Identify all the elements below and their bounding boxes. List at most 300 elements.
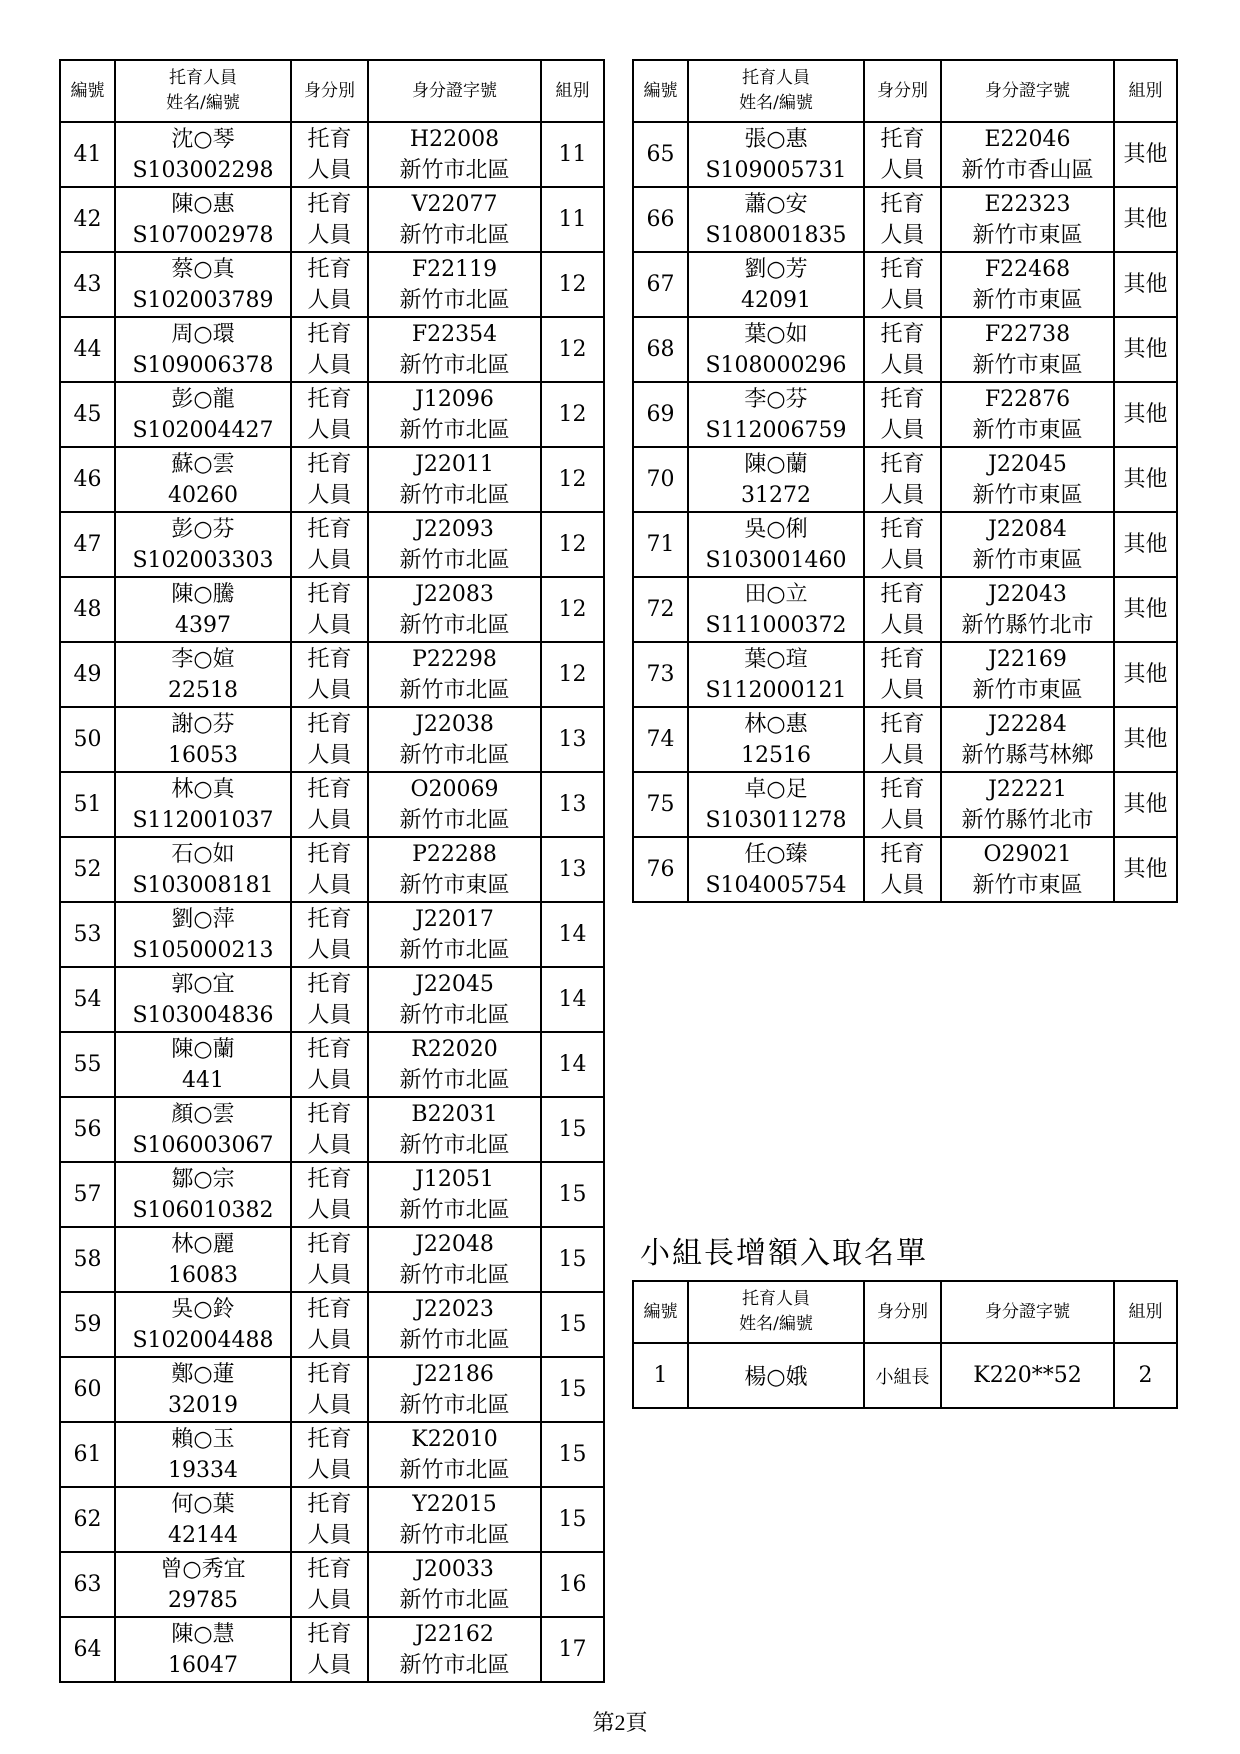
leader-section-title: 小組長增額入取名單 [640, 1236, 928, 1271]
identity-cell [291, 1097, 368, 1162]
caregiver-code: 19334 [168, 1457, 238, 1483]
caregiver-cell [115, 382, 291, 447]
caregiver-code: S102003303 [132, 547, 274, 573]
identity-line: 人員 [880, 157, 925, 183]
identity-line: 托育 [307, 451, 352, 477]
identity-cell: 小組長 [864, 1343, 941, 1408]
table-row [60, 187, 604, 252]
id-number: P22298 [412, 646, 497, 672]
identity-cell [864, 512, 941, 577]
caregiver-cell [115, 902, 291, 967]
caregiver-cell [115, 122, 291, 187]
group-cell: 12 [541, 447, 604, 512]
id-number-cell [941, 772, 1114, 837]
identity-line: 托育 [880, 776, 925, 802]
identity-cell [291, 1032, 368, 1097]
id-number-cell [368, 447, 541, 512]
identity-cell [291, 1357, 368, 1422]
table-row [60, 1422, 604, 1487]
identity-line: 托育 [880, 451, 925, 477]
id-number-cell [368, 252, 541, 317]
caregiver-name: 陳○蘭 [171, 1036, 235, 1062]
group-cell: 15 [541, 1162, 604, 1227]
identity-line: 人員 [880, 222, 925, 248]
row-number-cell: 55 [60, 1032, 115, 1097]
caregiver-name: 葉○如 [744, 321, 808, 347]
identity-cell [864, 122, 941, 187]
id-number-cell [368, 642, 541, 707]
table-row [60, 1292, 604, 1357]
id-number: J22048 [415, 1231, 494, 1257]
table-row [60, 1162, 604, 1227]
table-row [633, 1343, 1177, 1408]
caregiver-name: 吳○鈴 [171, 1296, 235, 1322]
id-number: J22083 [415, 581, 494, 607]
identity-line: 人員 [307, 1262, 352, 1288]
group-cell: 其他 [1114, 382, 1177, 447]
table-row [60, 317, 604, 382]
identity-line: 托育 [307, 906, 352, 932]
caregiver-cell [688, 577, 864, 642]
row-number-cell: 45 [60, 382, 115, 447]
caregiver-name: 林○惠 [744, 711, 808, 737]
identity-cell [291, 1487, 368, 1552]
caregiver-code: S103011278 [705, 807, 847, 833]
caregiver-code: S104005754 [705, 872, 847, 898]
table-row [60, 902, 604, 967]
caregiver-cell [115, 642, 291, 707]
caregiver-name: 郭○宜 [171, 971, 235, 997]
id-number-cell [941, 317, 1114, 382]
id-number: F22468 [984, 256, 1071, 282]
id-number: J22093 [415, 516, 494, 542]
caregiver-cell [115, 1422, 291, 1487]
table-row [633, 512, 1177, 577]
identity-line: 人員 [307, 677, 352, 703]
caregiver-code: S111000372 [705, 612, 847, 638]
caregiver-name: 葉○瑄 [744, 646, 808, 672]
table-row [60, 512, 604, 577]
identity-line: 托育 [880, 386, 925, 412]
row-number-cell: 70 [633, 447, 688, 512]
id-number-cell [941, 252, 1114, 317]
table-row [60, 707, 604, 772]
id-number: F22876 [984, 386, 1071, 412]
identity-cell [291, 317, 368, 382]
caregiver-cell [115, 252, 291, 317]
caregiver-cell [688, 707, 864, 772]
table-row [60, 1552, 604, 1617]
row-number-cell: 53 [60, 902, 115, 967]
row-number-cell: 44 [60, 317, 115, 382]
caregiver-name: 彭○龍 [171, 386, 235, 412]
id-number-cell [368, 902, 541, 967]
caregiver-name: 張○惠 [744, 126, 808, 152]
identity-cell [864, 252, 941, 317]
caregiver-code: 42144 [168, 1522, 238, 1548]
row-number-cell: 67 [633, 252, 688, 317]
id-number: J22045 [988, 451, 1067, 477]
identity-line: 人員 [307, 1002, 352, 1028]
identity-cell [291, 1422, 368, 1487]
caregiver-name: 劉○芳 [744, 256, 808, 282]
id-number: E22046 [984, 126, 1071, 152]
identity-cell [291, 1162, 368, 1227]
district: 新竹市北區 [399, 287, 510, 313]
caregiver-name: 林○真 [171, 776, 235, 802]
id-number-cell [941, 447, 1114, 512]
col-header-group: 組別 [541, 60, 604, 122]
table-row [60, 1487, 604, 1552]
caregiver-code: S103002298 [132, 157, 274, 183]
identity-cell [291, 902, 368, 967]
identity-cell [291, 252, 368, 317]
col-header-identity: 身分別 [864, 1281, 941, 1343]
identity-cell [291, 772, 368, 837]
identity-line: 托育 [307, 256, 352, 282]
identity-line: 托育 [307, 386, 352, 412]
caregiver-name: 顏○雲 [171, 1101, 235, 1127]
table-row [60, 577, 604, 642]
id-number-cell [368, 837, 541, 902]
caregiver-name: 蔡○真 [171, 256, 235, 282]
id-number: B22031 [411, 1101, 498, 1127]
district: 新竹市北區 [399, 1197, 510, 1223]
identity-line: 托育 [307, 1231, 352, 1257]
group-cell: 17 [541, 1617, 604, 1682]
row-number-cell: 49 [60, 642, 115, 707]
caregiver-name: 卓○足 [744, 776, 808, 802]
col-header-id-number: 身分證字號 [941, 1281, 1114, 1343]
row-number-cell: 75 [633, 772, 688, 837]
identity-line: 托育 [307, 516, 352, 542]
identity-line: 托育 [880, 191, 925, 217]
caregiver-name: 任○臻 [744, 841, 808, 867]
identity-line: 人員 [307, 1132, 352, 1158]
caregiver-code: 16047 [168, 1652, 238, 1678]
caregiver-name: 何○葉 [171, 1491, 235, 1517]
caregiver-name: 蕭○安 [744, 191, 808, 217]
id-number-cell [941, 187, 1114, 252]
caregiver-name: 林○麗 [171, 1231, 235, 1257]
identity-line: 人員 [307, 1197, 352, 1223]
caregiver-code: 12516 [741, 742, 811, 768]
id-number-cell [941, 837, 1114, 902]
group-cell: 12 [541, 642, 604, 707]
row-number-cell: 63 [60, 1552, 115, 1617]
caregiver-code: S106010382 [132, 1197, 274, 1223]
group-cell: 14 [541, 1032, 604, 1097]
identity-line: 人員 [880, 677, 925, 703]
id-number: J22169 [988, 646, 1067, 672]
row-number-cell: 71 [633, 512, 688, 577]
identity-line: 托育 [307, 1036, 352, 1062]
col-header-name: 托育人員 姓名/編號 [688, 1281, 864, 1343]
id-number-cell [368, 1097, 541, 1162]
table-row [60, 1097, 604, 1162]
table-row [633, 642, 1177, 707]
table-row [633, 122, 1177, 187]
identity-line: 人員 [307, 547, 352, 573]
district: 新竹市東區 [972, 547, 1083, 573]
identity-line: 人員 [307, 1067, 352, 1093]
row-number-cell: 52 [60, 837, 115, 902]
id-number: F22119 [411, 256, 498, 282]
identity-line: 托育 [307, 191, 352, 217]
identity-line: 人員 [307, 1392, 352, 1418]
district: 新竹縣竹北市 [961, 807, 1094, 833]
identity-line: 托育 [880, 126, 925, 152]
row-number-cell: 1 [633, 1343, 688, 1408]
caregiver-name: 鄒○宗 [171, 1166, 235, 1192]
table-row [60, 1032, 604, 1097]
caregiver-cell [115, 1617, 291, 1682]
id-number-cell [368, 772, 541, 837]
district: 新竹市北區 [399, 807, 510, 833]
district: 新竹市北區 [399, 1522, 510, 1548]
col-header-id-number: 身分證字號 [368, 60, 541, 122]
row-number-cell: 48 [60, 577, 115, 642]
id-number: P22288 [412, 841, 497, 867]
caregiver-name: 陳○騰 [171, 581, 235, 607]
identity-line: 人員 [880, 872, 925, 898]
caregiver-name: 李○芬 [744, 386, 808, 412]
identity-cell [291, 1552, 368, 1617]
group-cell: 其他 [1114, 447, 1177, 512]
id-number: R22020 [411, 1036, 498, 1062]
row-number-cell: 64 [60, 1617, 115, 1682]
row-number-cell: 51 [60, 772, 115, 837]
district: 新竹市北區 [399, 677, 510, 703]
caregiver-name: 曾○秀宜 [160, 1556, 246, 1582]
identity-cell [291, 967, 368, 1032]
id-number-cell [941, 382, 1114, 447]
identity-cell [864, 382, 941, 447]
col-header-name: 托育人員 姓名/編號 [688, 60, 864, 122]
identity-line: 人員 [307, 287, 352, 313]
row-number-cell: 54 [60, 967, 115, 1032]
table-row [60, 837, 604, 902]
group-cell: 其他 [1114, 122, 1177, 187]
identity-line: 人員 [307, 937, 352, 963]
caregiver-code: S109005731 [705, 157, 847, 183]
caregiver-cell [688, 512, 864, 577]
leader-table [632, 1280, 1178, 1409]
caregiver-cell [688, 447, 864, 512]
identity-line: 人員 [880, 352, 925, 378]
district: 新竹市東區 [972, 287, 1083, 313]
identity-line: 托育 [307, 581, 352, 607]
id-number: J22186 [415, 1361, 494, 1387]
caregiver-cell [115, 1097, 291, 1162]
caregiver-name: 鄭○蓮 [171, 1361, 235, 1387]
table-row [60, 122, 604, 187]
id-number-cell [368, 512, 541, 577]
district: 新竹市東區 [972, 872, 1083, 898]
identity-line: 托育 [307, 1426, 352, 1452]
id-number: J12051 [415, 1166, 494, 1192]
caregiver-code: S102004488 [132, 1327, 274, 1353]
row-number-cell: 46 [60, 447, 115, 512]
table-row [60, 967, 604, 1032]
id-number: H22008 [409, 126, 500, 152]
group-cell: 12 [541, 512, 604, 577]
header-row [633, 60, 1177, 122]
id-number: J22162 [415, 1621, 494, 1647]
id-number-cell [368, 382, 541, 447]
group-cell: 13 [541, 772, 604, 837]
group-cell: 15 [541, 1227, 604, 1292]
id-number-cell [941, 707, 1114, 772]
caregiver-cell [115, 967, 291, 1032]
group-cell: 13 [541, 707, 604, 772]
row-number-cell: 42 [60, 187, 115, 252]
col-header-identity: 身分別 [864, 60, 941, 122]
identity-cell [291, 1227, 368, 1292]
identity-line: 人員 [307, 222, 352, 248]
identity-line: 托育 [880, 646, 925, 672]
identity-cell [864, 317, 941, 382]
id-number: E22323 [984, 191, 1071, 217]
id-number-cell [368, 577, 541, 642]
table-row [633, 252, 1177, 317]
caregiver-cell [115, 837, 291, 902]
id-number-cell [368, 1487, 541, 1552]
group-cell: 12 [541, 317, 604, 382]
identity-line: 人員 [880, 417, 925, 443]
id-number-cell [368, 122, 541, 187]
table-row [60, 1227, 604, 1292]
identity-line: 托育 [880, 841, 925, 867]
id-number: J22284 [988, 711, 1067, 737]
district: 新竹市香山區 [961, 157, 1094, 183]
caregiver-cell [115, 187, 291, 252]
identity-line: 托育 [880, 581, 925, 607]
caregiver-name: 賴○玉 [171, 1426, 235, 1452]
district: 新竹市北區 [399, 1652, 510, 1678]
caregiver-name: 彭○芬 [171, 516, 235, 542]
district: 新竹市東區 [972, 222, 1083, 248]
caregiver-code: S112006759 [705, 417, 847, 443]
caregiver-cell [688, 837, 864, 902]
caregiver-cell [115, 1552, 291, 1617]
table-row [60, 642, 604, 707]
row-number-cell: 69 [633, 382, 688, 447]
caregiver-cell [115, 577, 291, 642]
caregiver-name: 蘇○雲 [171, 451, 235, 477]
group-cell: 12 [541, 252, 604, 317]
group-cell: 15 [541, 1422, 604, 1487]
identity-line: 人員 [880, 287, 925, 313]
district: 新竹市東區 [399, 872, 510, 898]
identity-line: 托育 [307, 841, 352, 867]
district: 新竹市北區 [399, 612, 510, 638]
caregiver-cell [688, 772, 864, 837]
caregiver-code: S107002978 [132, 222, 274, 248]
id-number: J20033 [415, 1556, 494, 1582]
group-cell: 11 [541, 187, 604, 252]
caregiver-code: S108001835 [705, 222, 847, 248]
group-cell: 其他 [1114, 707, 1177, 772]
row-number-cell: 47 [60, 512, 115, 577]
caregiver-cell [688, 122, 864, 187]
row-number-cell: 59 [60, 1292, 115, 1357]
group-cell: 其他 [1114, 317, 1177, 382]
id-number-cell [368, 1422, 541, 1487]
id-number: J22038 [415, 711, 494, 737]
id-number: J22084 [988, 516, 1067, 542]
col-header-no: 編號 [633, 60, 688, 122]
identity-line: 人員 [880, 482, 925, 508]
caregiver-name-cell: 楊○娥 [688, 1343, 864, 1408]
identity-line: 人員 [307, 612, 352, 638]
id-number-cell [368, 1617, 541, 1682]
identity-line: 托育 [880, 516, 925, 542]
caregiver-cell [688, 382, 864, 447]
group-cell: 其他 [1114, 577, 1177, 642]
caregiver-code: 31272 [741, 482, 811, 508]
table-row [60, 382, 604, 447]
id-number-cell [368, 1032, 541, 1097]
row-number-cell: 72 [633, 577, 688, 642]
row-number-cell: 62 [60, 1487, 115, 1552]
caregiver-code: S103001460 [705, 547, 847, 573]
id-number: J22043 [988, 581, 1067, 607]
id-number-cell [368, 1162, 541, 1227]
group-cell: 13 [541, 837, 604, 902]
id-number-cell [368, 1227, 541, 1292]
group-cell: 12 [541, 382, 604, 447]
row-number-cell: 65 [633, 122, 688, 187]
identity-line: 人員 [880, 547, 925, 573]
caregiver-code: 16053 [168, 742, 238, 768]
caregiver-name: 石○如 [171, 841, 235, 867]
identity-line: 托育 [880, 711, 925, 737]
id-number-cell [941, 577, 1114, 642]
id-number-cell [368, 967, 541, 1032]
id-number: J22017 [415, 906, 494, 932]
district: 新竹市北區 [399, 1392, 510, 1418]
caregiver-cell [115, 512, 291, 577]
table-row [633, 317, 1177, 382]
header-row [633, 1281, 1177, 1343]
id-number-cell [941, 642, 1114, 707]
id-number: J12096 [415, 386, 494, 412]
identity-line: 托育 [307, 1361, 352, 1387]
caregiver-cell [688, 642, 864, 707]
id-number: V22077 [411, 191, 498, 217]
table-row [633, 382, 1177, 447]
id-number-cell [368, 707, 541, 772]
row-number-cell: 74 [633, 707, 688, 772]
row-number-cell: 73 [633, 642, 688, 707]
id-number: J22221 [988, 776, 1067, 802]
district: 新竹市東區 [972, 352, 1083, 378]
table-row [60, 1617, 604, 1682]
col-header-group: 組別 [1114, 60, 1177, 122]
identity-line: 人員 [307, 417, 352, 443]
caregiver-cell [115, 772, 291, 837]
identity-line: 托育 [307, 126, 352, 152]
caregiver-code: S112000121 [705, 677, 847, 703]
row-number-cell: 41 [60, 122, 115, 187]
caregiver-code: S109006378 [132, 352, 274, 378]
row-number-cell: 43 [60, 252, 115, 317]
id-number: K22010 [411, 1426, 498, 1452]
identity-cell [291, 187, 368, 252]
row-number-cell: 68 [633, 317, 688, 382]
identity-cell [291, 1292, 368, 1357]
